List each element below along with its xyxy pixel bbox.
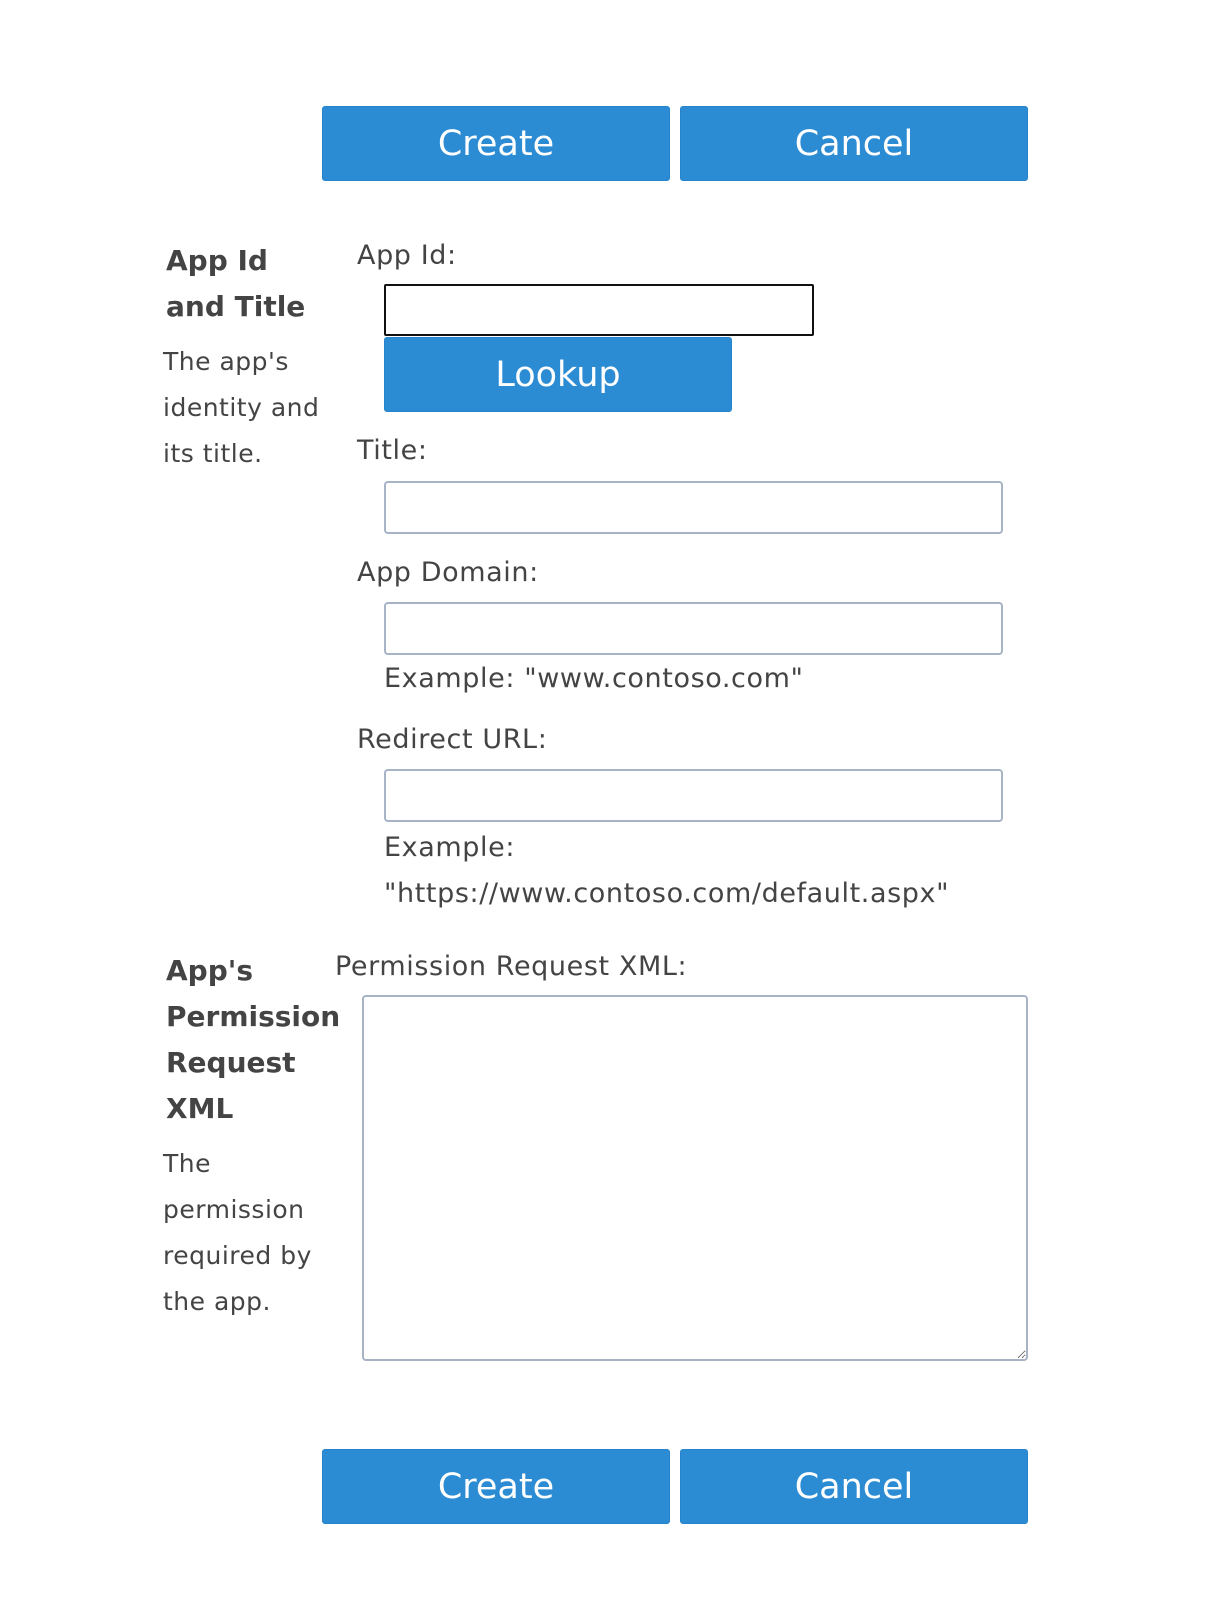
section-desc-line: the app. (163, 1287, 271, 1316)
section-desc-line: The (163, 1149, 211, 1178)
section-title-line: XML (166, 1092, 234, 1125)
section-title-line: Permission (166, 1000, 341, 1033)
section-desc-line: The app's (163, 347, 289, 376)
create-button-bottom[interactable]: Create (322, 1449, 670, 1524)
permission-xml-label: Permission Request XML: (335, 951, 688, 982)
section-desc-line: required by (163, 1241, 312, 1270)
title-input[interactable] (384, 481, 1003, 534)
section-desc-permission (163, 1141, 312, 1325)
section-title-line: App's (166, 954, 253, 987)
cancel-button-bottom[interactable]: Cancel (680, 1449, 1028, 1524)
section-desc-app-id (163, 339, 319, 477)
app-domain-example: Example: "www.contoso.com" (384, 663, 804, 694)
app-id-input[interactable] (384, 284, 814, 336)
redirect-url-example-line: Example: (384, 832, 516, 863)
create-button-top[interactable]: Create (322, 106, 670, 181)
app-domain-label: App Domain: (357, 557, 539, 588)
app-id-label: App Id: (357, 240, 457, 271)
lookup-button[interactable]: Lookup (384, 337, 732, 412)
section-title-app-id (166, 238, 305, 330)
redirect-url-label: Redirect URL: (357, 724, 548, 755)
section-title-permission (166, 948, 340, 1132)
redirect-url-example (384, 825, 949, 917)
app-domain-input[interactable] (384, 602, 1003, 655)
cancel-button-top[interactable]: Cancel (680, 106, 1028, 181)
section-desc-line: identity and (163, 393, 320, 422)
redirect-url-example-line: "https://www.contoso.com/default.aspx" (384, 878, 950, 909)
section-desc-line: its title. (163, 439, 263, 468)
section-desc-line: permission (163, 1195, 305, 1224)
permission-xml-textarea[interactable] (362, 995, 1028, 1361)
section-title-line: App Id (166, 244, 268, 277)
redirect-url-input[interactable] (384, 769, 1003, 822)
title-label: Title: (357, 435, 428, 466)
section-title-line: and Title (166, 290, 306, 323)
section-title-line: Request (166, 1046, 296, 1079)
